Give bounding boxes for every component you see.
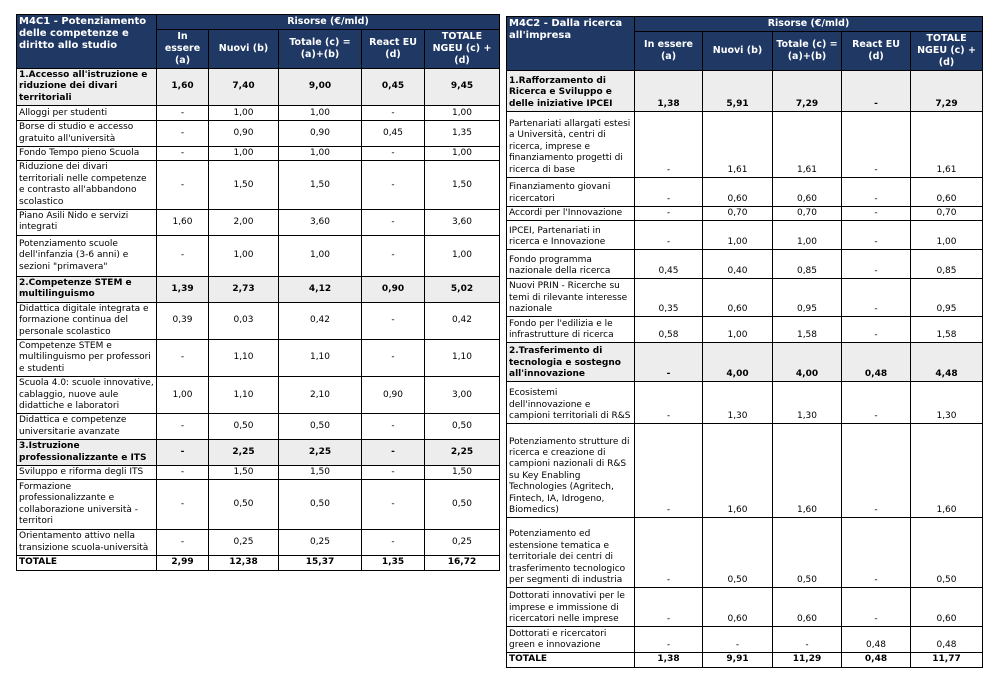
table-title: M4C1 - Potenziamento delle competenze e diritto allo studio [17, 15, 157, 69]
value-cell: - [842, 424, 911, 518]
table-row [17, 276, 500, 302]
table-row [507, 178, 983, 207]
value-cell: 0,48 [842, 627, 911, 653]
value-cell: 0,85 [773, 250, 842, 279]
row-label: 3.Istruzione professionalizzante e ITS [17, 440, 157, 466]
row-label: Dottorati e ricercatori green e innovazione [507, 627, 635, 653]
value-cell: 1,35 [362, 556, 425, 570]
value-cell: - [362, 414, 425, 440]
value-cell: - [157, 440, 209, 466]
row-label: Borse di studio e accesso gratuito all'università [17, 121, 157, 147]
value-cell: 1,00 [209, 147, 279, 161]
row-label: Dottorati innovativi per le imprese e immissione di ricercatori nelle imprese [507, 588, 635, 627]
value-cell: 0,25 [279, 530, 362, 556]
value-cell: 2,73 [209, 276, 279, 302]
value-cell: 0,35 [635, 279, 703, 317]
value-cell: - [635, 627, 703, 653]
row-label: Alloggi per studenti [17, 106, 157, 121]
value-cell: - [157, 465, 209, 479]
value-cell: 12,38 [209, 556, 279, 570]
table-row [17, 530, 500, 556]
value-cell: - [635, 424, 703, 518]
value-cell: - [773, 627, 842, 653]
value-cell: 1,00 [425, 147, 500, 161]
row-label: Potenziamento scuole dell'infanzia (3-6 anni) e sezioni "primavera" [17, 235, 157, 276]
column-header: TOTALE NGEU (c) + (d) [425, 30, 500, 69]
row-label: Riduzione dei divari territoriali nelle competenze e contrasto all'abbandono scolastico [17, 161, 157, 210]
column-header: Totale (c) = (a)+(b) [773, 32, 842, 71]
value-cell: 2,25 [209, 440, 279, 466]
value-cell: - [362, 106, 425, 121]
value-cell: 9,45 [425, 69, 500, 106]
value-cell: - [157, 480, 209, 530]
value-cell: 3,00 [425, 377, 500, 414]
row-label: Formazione professionalizzante e collaborazione università - territori [17, 480, 157, 530]
value-cell: 0,58 [635, 317, 703, 343]
value-cell: 0,70 [703, 207, 773, 221]
value-cell: - [842, 178, 911, 207]
value-cell: 3,60 [425, 210, 500, 236]
value-cell: 1,00 [911, 221, 983, 250]
value-cell: 0,60 [911, 588, 983, 627]
table-row [507, 627, 983, 653]
value-cell: 1,00 [157, 377, 209, 414]
value-cell: 1,00 [703, 221, 773, 250]
value-cell: 0,42 [425, 302, 500, 339]
value-cell: - [635, 221, 703, 250]
table-row [507, 221, 983, 250]
column-header: In essere (a) [157, 30, 209, 69]
value-cell: 1,00 [209, 235, 279, 276]
row-label: Potenziamento ed estensione tematica e territoriale dei centri di trasferimento tecnologico per segmenti di industria [507, 518, 635, 588]
table-row [17, 121, 500, 147]
value-cell: 1,58 [773, 317, 842, 343]
table-row [17, 440, 500, 466]
value-cell: - [842, 382, 911, 424]
table-row [17, 161, 500, 210]
value-cell: 0,39 [157, 302, 209, 339]
table-row [17, 414, 500, 440]
row-label: Accordi per l'Innovazione [507, 207, 635, 221]
value-cell: 0,48 [842, 653, 911, 667]
value-cell: 0,60 [773, 178, 842, 207]
value-cell: 0,90 [209, 121, 279, 147]
value-cell: 2,99 [157, 556, 209, 570]
value-cell: - [362, 302, 425, 339]
total-row [17, 556, 500, 570]
value-cell: 1,50 [279, 465, 362, 479]
value-cell: 9,00 [279, 69, 362, 106]
value-cell: 1,00 [425, 235, 500, 276]
value-cell: 0,50 [425, 480, 500, 530]
value-cell: 1,00 [425, 106, 500, 121]
value-cell: 0,95 [911, 279, 983, 317]
column-header: Totale (c) = (a)+(b) [279, 30, 362, 69]
value-cell: - [362, 465, 425, 479]
value-cell: - [157, 339, 209, 376]
value-cell: 0,45 [362, 69, 425, 106]
value-cell: 1,61 [703, 112, 773, 178]
value-cell: - [635, 112, 703, 178]
value-cell: - [362, 480, 425, 530]
table-row [17, 377, 500, 414]
value-cell: - [703, 627, 773, 653]
column-header: React EU (d) [842, 32, 911, 71]
value-cell: 0,70 [773, 207, 842, 221]
table-row [507, 343, 983, 382]
value-cell: 7,40 [209, 69, 279, 106]
value-cell: 1,61 [911, 112, 983, 178]
value-cell: 1,35 [425, 121, 500, 147]
value-cell: 0,25 [209, 530, 279, 556]
value-cell: - [157, 106, 209, 121]
value-cell: - [635, 588, 703, 627]
column-header: React EU (d) [362, 30, 425, 69]
value-cell: - [362, 210, 425, 236]
value-cell: - [842, 250, 911, 279]
m4c2-table [506, 16, 983, 668]
value-cell: 0,60 [703, 588, 773, 627]
resources-header: Risorse (€/mld) [157, 15, 500, 30]
value-cell: 1,30 [703, 382, 773, 424]
value-cell: 1,60 [911, 424, 983, 518]
value-cell: 1,30 [773, 382, 842, 424]
table-row [507, 424, 983, 518]
value-cell: 0,50 [279, 414, 362, 440]
value-cell: - [842, 317, 911, 343]
row-label: Fondo per l'edilizia e le infrastrutture di ricerca [507, 317, 635, 343]
row-label: IPCEI, Partenariati in ricerca e Innovazione [507, 221, 635, 250]
value-cell: 1,50 [425, 465, 500, 479]
table-row [17, 465, 500, 479]
column-header: In essere (a) [635, 32, 703, 71]
value-cell: 1,00 [279, 235, 362, 276]
value-cell: 1,00 [209, 106, 279, 121]
value-cell: - [362, 440, 425, 466]
value-cell: - [362, 235, 425, 276]
value-cell: 7,29 [911, 71, 983, 112]
value-cell: 0,95 [773, 279, 842, 317]
table-row [507, 317, 983, 343]
value-cell: 1,30 [911, 382, 983, 424]
value-cell: 1,50 [279, 161, 362, 210]
value-cell: - [157, 147, 209, 161]
row-label: 1.Rafforzamento di Ricerca e Sviluppo e delle iniziative IPCEI [507, 71, 635, 112]
value-cell: 0,45 [635, 250, 703, 279]
value-cell: 11,29 [773, 653, 842, 667]
value-cell: - [842, 588, 911, 627]
value-cell: 4,48 [911, 343, 983, 382]
table-row [17, 339, 500, 376]
value-cell: - [635, 178, 703, 207]
total-label: TOTALE [17, 556, 157, 570]
value-cell: - [362, 530, 425, 556]
table-row [507, 207, 983, 221]
total-row [507, 653, 983, 667]
value-cell: 1,60 [157, 69, 209, 106]
value-cell: 0,48 [911, 627, 983, 653]
value-cell: 0,50 [703, 518, 773, 588]
row-label: Nuovi PRIN - Ricerche su temi di rilevante interesse nazionale [507, 279, 635, 317]
row-label: Partenariati allargati estesi a Università, centri di ricerca, imprese e finanziamento progetti di ricerca di base [507, 112, 635, 178]
value-cell: - [842, 71, 911, 112]
value-cell: 2,00 [209, 210, 279, 236]
table-row [507, 588, 983, 627]
value-cell: - [635, 207, 703, 221]
value-cell: 1,39 [157, 276, 209, 302]
value-cell: 4,00 [703, 343, 773, 382]
table-row [507, 112, 983, 178]
value-cell: 2,25 [279, 440, 362, 466]
row-label: Potenziamento strutture di ricerca e creazione di campioni nazionali di R&S su Key Enabling Technologies (Agritech, Fintech, IA, Idrogeno, Biomedics) [507, 424, 635, 518]
value-cell: 1,50 [209, 465, 279, 479]
value-cell: 0,50 [425, 414, 500, 440]
value-cell: - [157, 121, 209, 147]
value-cell: 0,60 [773, 588, 842, 627]
row-label: Ecosistemi dell'innovazione e campioni territoriali di R&S [507, 382, 635, 424]
value-cell: 1,10 [425, 339, 500, 376]
value-cell: 1,60 [773, 424, 842, 518]
table-title: M4C2 - Dalla ricerca all'impresa [507, 17, 635, 71]
value-cell: - [157, 161, 209, 210]
total-label: TOTALE [507, 653, 635, 667]
value-cell: 0,40 [703, 250, 773, 279]
value-cell: - [635, 382, 703, 424]
value-cell: - [362, 147, 425, 161]
row-label: Sviluppo e riforma degli ITS [17, 465, 157, 479]
value-cell: 1,50 [209, 161, 279, 210]
value-cell: - [157, 530, 209, 556]
table-body [507, 71, 983, 668]
row-label: 2.Trasferimento di tecnologia e sostegno all'innovazione [507, 343, 635, 382]
row-label: Finanziamento giovani ricercatori [507, 178, 635, 207]
column-header: TOTALE NGEU (c) + (d) [911, 32, 983, 71]
value-cell: 4,12 [279, 276, 362, 302]
value-cell: 1,38 [635, 71, 703, 112]
value-cell: 0,50 [279, 480, 362, 530]
value-cell: 0,50 [773, 518, 842, 588]
value-cell: 1,10 [209, 339, 279, 376]
row-label: Fondo programma nazionale della ricerca [507, 250, 635, 279]
value-cell: 1,58 [911, 317, 983, 343]
table-row [507, 279, 983, 317]
row-label: 1.Accesso all'istruzione e riduzione dei divari territoriali [17, 69, 157, 106]
value-cell: - [635, 343, 703, 382]
value-cell: - [362, 161, 425, 210]
value-cell: - [635, 518, 703, 588]
value-cell: 11,77 [911, 653, 983, 667]
row-label: Competenze STEM e multilinguismo per professori e studenti [17, 339, 157, 376]
value-cell: 0,50 [209, 480, 279, 530]
table-row [507, 518, 983, 588]
value-cell: 4,00 [773, 343, 842, 382]
value-cell: 1,00 [279, 147, 362, 161]
table-row [507, 382, 983, 424]
table-row [17, 210, 500, 236]
table-row [507, 250, 983, 279]
table-row [17, 147, 500, 161]
value-cell: - [157, 235, 209, 276]
table-body [17, 69, 500, 571]
value-cell: 1,61 [773, 112, 842, 178]
value-cell: 1,50 [425, 161, 500, 210]
column-header: Nuovi (b) [209, 30, 279, 69]
value-cell: 15,37 [279, 556, 362, 570]
value-cell: 5,02 [425, 276, 500, 302]
value-cell: 2,10 [279, 377, 362, 414]
table-row [17, 480, 500, 530]
row-label: 2.Competenze STEM e multilinguismo [17, 276, 157, 302]
row-label: Didattica e competenze universitarie avanzate [17, 414, 157, 440]
value-cell: 0,90 [279, 121, 362, 147]
value-cell: 0,60 [703, 178, 773, 207]
value-cell: - [842, 112, 911, 178]
row-label: Orientamento attivo nella transizione scuola-università [17, 530, 157, 556]
value-cell: 1,00 [279, 106, 362, 121]
row-label: Scuola 4.0: scuole innovative, cablaggio, nuove aule didattiche e laboratori [17, 377, 157, 414]
value-cell: 1,10 [209, 377, 279, 414]
table-row [17, 235, 500, 276]
value-cell: 0,50 [209, 414, 279, 440]
value-cell: - [842, 207, 911, 221]
table-row [507, 71, 983, 112]
value-cell: - [842, 518, 911, 588]
value-cell: - [362, 339, 425, 376]
value-cell: 0,85 [911, 250, 983, 279]
resources-header: Risorse (€/mld) [635, 17, 983, 32]
value-cell: 0,50 [911, 518, 983, 588]
row-label: Fondo Tempo pieno Scuola [17, 147, 157, 161]
value-cell: 0,42 [279, 302, 362, 339]
value-cell: 0,60 [911, 178, 983, 207]
value-cell: 2,25 [425, 440, 500, 466]
value-cell: 0,60 [703, 279, 773, 317]
table-row [17, 106, 500, 121]
value-cell: 3,60 [279, 210, 362, 236]
value-cell: 1,60 [703, 424, 773, 518]
value-cell: 0,25 [425, 530, 500, 556]
value-cell: 5,91 [703, 71, 773, 112]
row-label: Didattica digitale integrata e formazione continua del personale scolastico [17, 302, 157, 339]
value-cell: 0,03 [209, 302, 279, 339]
value-cell: 1,10 [279, 339, 362, 376]
value-cell: - [842, 221, 911, 250]
value-cell: 1,00 [703, 317, 773, 343]
value-cell: 0,90 [362, 276, 425, 302]
value-cell: 0,45 [362, 121, 425, 147]
value-cell: 16,72 [425, 556, 500, 570]
table-row [17, 302, 500, 339]
value-cell: 7,29 [773, 71, 842, 112]
value-cell: 0,48 [842, 343, 911, 382]
value-cell: 9,91 [703, 653, 773, 667]
column-header: Nuovi (b) [703, 32, 773, 71]
value-cell: 1,60 [157, 210, 209, 236]
value-cell: 0,70 [911, 207, 983, 221]
row-label: Piano Asili Nido e servizi integrati [17, 210, 157, 236]
m4c1-table [16, 14, 500, 571]
table-row [17, 69, 500, 106]
value-cell: 1,38 [635, 653, 703, 667]
value-cell: - [157, 414, 209, 440]
value-cell: 1,00 [773, 221, 842, 250]
value-cell: 0,90 [362, 377, 425, 414]
value-cell: - [842, 279, 911, 317]
